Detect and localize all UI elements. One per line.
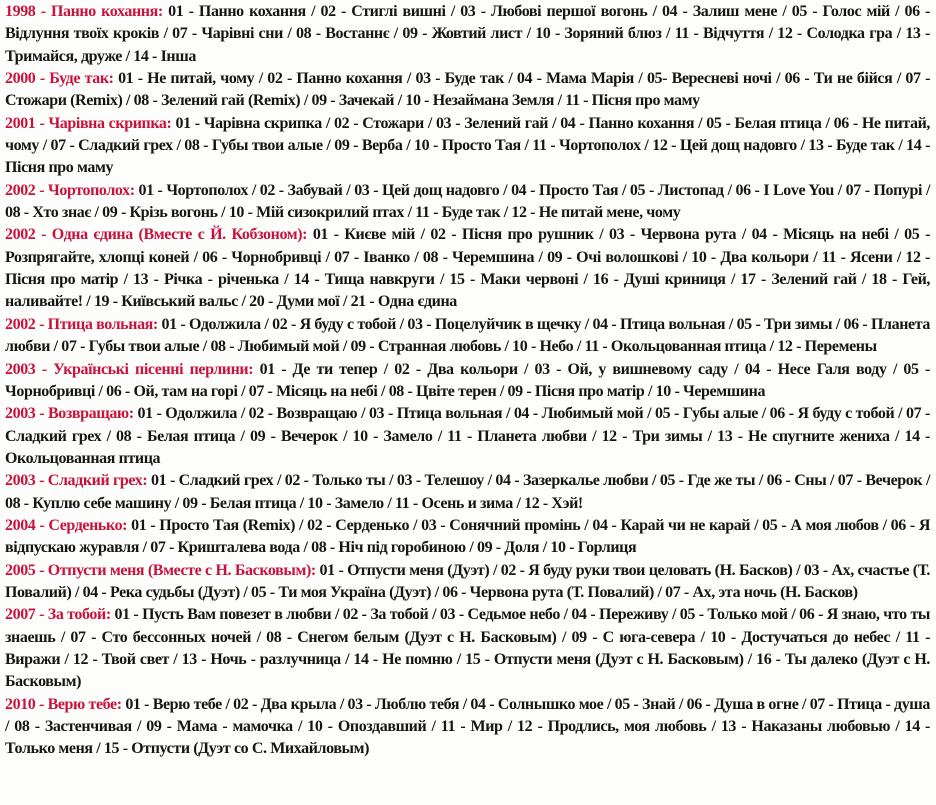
album-entry [5,604,930,693]
album-entry [5,403,930,470]
album-tracklist: 01 - Чортополох / 02 - Забувай / 03 - Цей дощ надовго / 04 - Просто Тая / 05 - Листопад / 06 - I Love You / 07 - Попурі / 08 - Хто знає / 09 - Крізь вогонь / 10 - Мій сизокрилий птах / 11 - Буде так / 12 - Не питай мене, чому [5,181,930,222]
album-tracklist: 01 - Пусть Вам повезет в любви / 02 - За тобой / 03 - Седьмое небо / 04 - Переживу / 05 - Только мой / 06 - Я знаю, что ты знаешь / 07 - Сто бессонных ночей / 08 - Снегом белым (Дуэт с Н. Басковым) / 09 - С юга-севера / 10 - Достучаться до небес / 11 - Виражи / 12 - Твой свет / 13 - Ночь - разлучница / 14 - Не помню / 15 - Отпусти меня (Дуэт с Н. Басковым) / 16 - Ты далеко (Дуэт с Н. Басковым) [5,606,930,691]
album-header: 2007 - За тобой: [5,606,111,624]
album-header: 2001 - Чарівна скрипка: [5,114,172,132]
album-entry [5,694,930,761]
album-entry [5,113,930,180]
album-header: 2002 - Чортополох: [5,181,135,199]
album-header: 2002 - Одна єдина (Вместе с Й. Кобзоном): [5,226,308,244]
album-header: 2002 - Птица вольная: [5,315,158,333]
album-entry [5,314,930,359]
album-tracklist: 01 - Одолжила / 02 - Возвращаю / 03 - Птица вольная / 04 - Любимый мой / 05 - Губы алые / 06 - Я буду с тобой / 07 - Сладкий грех / 08 - Белая птица / 09 - Вечерок / 10 - Замело / 11 - Планета любви / 12 - Три зимы / 13 - Не спугните жениха / 14 - Окольцованная птица [5,405,930,467]
album-tracklist: 01 - Отпусти меня (Дуэт) / 02 - Я буду руки твои целовать (Н. Басков) / 03 - Ах, счастье (Т. Повалий) / 04 - Река судьбы (Дуэт) / 05 - Ти моя Україна (Дуэт) / 06 - Червона рута (Т. Повалий) / 07 - Ах, эта ночь (Н. Басков) [5,561,930,601]
album-header: 2003 - Українські пісенні перлини: [5,360,254,378]
album-header: 2010 - Верю тебе: [5,695,122,713]
album-tracklist: 01 - Панно кохання / 02 - Стиглі вишні / 03 - Любові першої вогонь / 04 - Залиш мене / 05 - Голос мій / 06 - Відлуння твоїх кроків / 07 - Чарівні сни / 08 - Востаннє / 09 - Жовтий лист / 10 - Зоряний блюз / 11 - Відчуття / 12 - Солодка гра / 13 - Тримайся, друже / 14 - Інша [5,3,930,65]
album-tracklist: 01 - Києве мій / 02 - Пісня про рушник / 03 - Червона рута / 04 - Місяць на небі / 05 - Розпрягайте, хлопці коней / 06 - Чорнобривці / 07 - Іванко / 08 - Черемшина / 09 - Очі волошкові / 10 - Два кольори / 11 - Ясени / 12 - Пісня про матір / 13 - Річка - річенька / 14 - Тища навкруги / 15 - Маки червоні / 16 - Душі криниця / 17 - Зелений гай / 18 - Гей, наливайте! / 19 - Київський вальс / 20 - Думи мої / 21 - Одна єдина [5,226,930,311]
album-entry [5,224,930,313]
album-header: 1998 - Панно кохання: [5,3,163,20]
album-header: 2004 - Серденько: [5,516,128,534]
album-header: 2003 - Возвращаю: [5,405,134,423]
album-tracklist: 01 - Одолжила / 02 - Я буду с тобой / 03 - Поцелуйчик в щечку / 04 - Птица вольная / 05 - Три зимы / 06 - Планета любви / 07 - Губы твои алые / 08 - Любимый мой / 09 - Странная любовь / 10 - Небо / 11 - Окольцованная птица / 12 - Перемены [5,315,931,356]
album-tracklist: 01 - Просто Тая (Remix) / 02 - Серденько / 03 - Сонячний промінь / 04 - Карай чи не карай / 05 - А моя любов / 06 - Я відпускаю журавля / 07 - Кришталева вода / 08 - Ніч під горобиною / 09 - Доля / 10 - Горлиця [5,516,930,557]
album-entry [5,560,930,605]
album-entry [5,470,930,515]
album-tracklist: 01 - Верю тебе / 02 - Два крыла / 03 - Люблю тебя / 04 - Солнышко мое / 05 - Знай / 06 - Душа в огне / 07 - Птица - душа / 08 - Застенчивая / 09 - Мама - мамочка / 10 - Опоздавший / 11 - Мир / 12 - Продлись, моя любовь / 13 - Наказаны любовью / 14 - Только меня / 15 - Отпусти (Дуэт со С. Михайловым) [5,695,930,758]
album-header: 2005 - Отпусти меня (Вместе с Н. Басковым): [5,561,316,579]
album-entry [5,515,930,560]
album-tracklist: 01 - Де ти тепер / 02 - Два кольори / 03 - Ой, у вишневому саду / 04 - Несе Галя воду / 05 - Чорнобривці / 06 - Ой, там на горі / 07 - Місяць на небі / 08 - Цвіте терен / 09 - Пісня про матір / 10 - Черемшина [5,360,930,400]
album-entry [5,68,930,113]
album-entry [5,1,930,68]
album-tracklist: 01 - Чарівна скрипка / 02 - Стожари / 03 - Зелений гай / 04 - Панно кохання / 05 - Белая птица / 06 - Не питай, чому / 07 - Сладкий грех / 08 - Губы твои алые / 09 - Верба / 10 - Просто Тая / 11 - Чортополох / 12 - Цей дощ надовго / 13 - Буде так / 14 - Пісня про маму [5,114,930,177]
album-header: 2003 - Сладкий грех: [5,472,148,490]
album-header: 2000 - Буде так: [5,70,114,88]
album-entry [5,359,930,404]
album-tracklist: 01 - Не питай, чому / 02 - Панно кохання / 03 - Буде так / 04 - Мама Марія / 05- Вересневі ночі / 06 - Ти не бійся / 07 - Стожари (Remix) / 08 - Зелений гай (Remix) / 09 - Зачекай / 10 - Незаймана Земля / 11 - Пісня про маму [5,70,931,110]
album-tracklist: 01 - Сладкий грех / 02 - Только ты / 03 - Телешоу / 04 - Зазеркалье любви / 05 - Где же ты / 06 - Сны / 07 - Вечерок / 08 - Куплю себе машину / 09 - Белая птица / 10 - Замело / 11 - Осень и зима / 12 - Хэй! [5,472,930,512]
album-entry [5,180,930,225]
